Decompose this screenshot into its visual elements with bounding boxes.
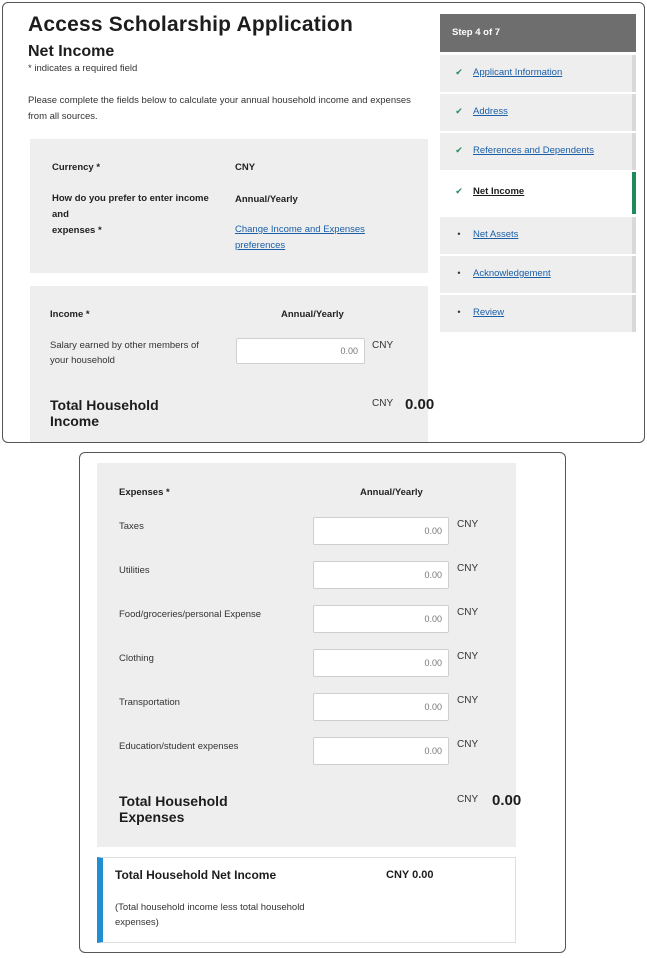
expense-row-label-transportation: Transportation bbox=[119, 697, 180, 708]
check-icon: ✔ bbox=[455, 145, 463, 155]
change-preferences-link[interactable]: Change Income and Expenses preferences bbox=[235, 224, 365, 251]
intro-text: Please complete the fields below to calculate your annual household income and expenses from all sources. bbox=[28, 95, 411, 122]
total-expenses-value: 0.00 bbox=[492, 792, 522, 809]
sidebar-item-acknowledgement[interactable] bbox=[440, 256, 636, 293]
expense-row-label-utilities: Utilities bbox=[119, 565, 150, 576]
income-card bbox=[30, 286, 428, 443]
sidebar-item-label[interactable]: Applicant Information bbox=[473, 67, 563, 78]
expenses-card bbox=[97, 463, 522, 847]
expense-currency: CNY bbox=[457, 739, 479, 750]
sidebar-item-review[interactable] bbox=[440, 295, 636, 332]
expenses-period: Annual/Yearly bbox=[360, 487, 423, 498]
expense-row-label-food: Food/groceries/personal Expense bbox=[119, 609, 262, 620]
expense-row-label-clothing: Clothing bbox=[119, 653, 154, 664]
total-income-currency: CNY bbox=[372, 398, 394, 409]
sidebar-item-net-income[interactable] bbox=[440, 172, 636, 214]
step-indicator: Step 4 of 7 bbox=[440, 14, 636, 52]
net-income-note: (Total household income less total household expenses) bbox=[115, 902, 305, 928]
page-title: Net Income bbox=[28, 43, 115, 60]
salary-input[interactable] bbox=[236, 338, 365, 364]
sidebar-item-label[interactable]: References and Dependents bbox=[473, 145, 594, 156]
income-period: Annual/Yearly bbox=[281, 309, 344, 320]
total-expenses-label: Total Household Expenses bbox=[119, 793, 228, 825]
currency-label: Currency * bbox=[52, 162, 101, 173]
expense-currency: CNY bbox=[457, 695, 479, 706]
check-icon: ✔ bbox=[455, 106, 463, 116]
sidebar-item-references-and-dependents[interactable] bbox=[440, 133, 636, 170]
sidebar-item-address[interactable] bbox=[440, 94, 636, 131]
sidebar-item-label[interactable]: Address bbox=[473, 106, 508, 117]
utilities-input[interactable] bbox=[313, 561, 449, 589]
application-panel-top bbox=[2, 2, 645, 443]
entry-preference-label: How do you prefer to enter income and expenses * bbox=[52, 193, 209, 236]
income-header: Income * bbox=[50, 309, 90, 320]
salary-currency: CNY bbox=[372, 340, 394, 351]
required-field-note: * indicates a required field bbox=[28, 63, 138, 74]
salary-label: Salary earned by other members of your household bbox=[50, 340, 199, 366]
net-income-label: Total Household Net Income bbox=[115, 868, 277, 882]
bullet-icon: • bbox=[457, 229, 461, 239]
total-expenses-currency: CNY bbox=[457, 794, 479, 805]
expense-currency: CNY bbox=[457, 651, 479, 662]
expense-currency: CNY bbox=[457, 607, 479, 618]
sidebar-item-label[interactable]: Net Income bbox=[473, 186, 525, 197]
currency-value: CNY bbox=[235, 162, 256, 173]
sidebar-item-label[interactable]: Net Assets bbox=[473, 229, 519, 240]
preferences-card bbox=[30, 139, 428, 273]
bullet-icon: • bbox=[457, 268, 461, 278]
sidebar-item-net-assets[interactable] bbox=[440, 217, 636, 254]
sidebar-item-label[interactable]: Acknowledgement bbox=[473, 268, 551, 279]
check-icon: ✔ bbox=[455, 67, 463, 77]
food-input[interactable] bbox=[313, 605, 449, 633]
expenses-header: Expenses * bbox=[119, 487, 170, 498]
total-income-label: Total Household Income bbox=[50, 397, 159, 429]
expense-row-label-taxes: Taxes bbox=[119, 521, 144, 532]
total-income-value: 0.00 bbox=[405, 396, 435, 413]
bullet-icon: • bbox=[457, 307, 461, 317]
net-income-value: CNY 0.00 bbox=[386, 869, 434, 881]
sidebar-item-applicant-information[interactable] bbox=[440, 55, 636, 92]
clothing-input[interactable] bbox=[313, 649, 449, 677]
entry-preference-value: Annual/Yearly bbox=[235, 194, 298, 205]
net-income-card bbox=[97, 857, 516, 943]
expense-currency: CNY bbox=[457, 563, 479, 574]
education-input[interactable] bbox=[313, 737, 449, 765]
transportation-input[interactable] bbox=[313, 693, 449, 721]
application-panel-bottom bbox=[79, 452, 566, 953]
sidebar-item-label[interactable]: Review bbox=[473, 307, 505, 318]
app-title: Access Scholarship Application bbox=[28, 13, 353, 36]
expense-row-label-education: Education/student expenses bbox=[119, 741, 239, 752]
check-icon: ✔ bbox=[455, 186, 463, 196]
taxes-input[interactable] bbox=[313, 517, 449, 545]
expense-currency: CNY bbox=[457, 519, 479, 530]
